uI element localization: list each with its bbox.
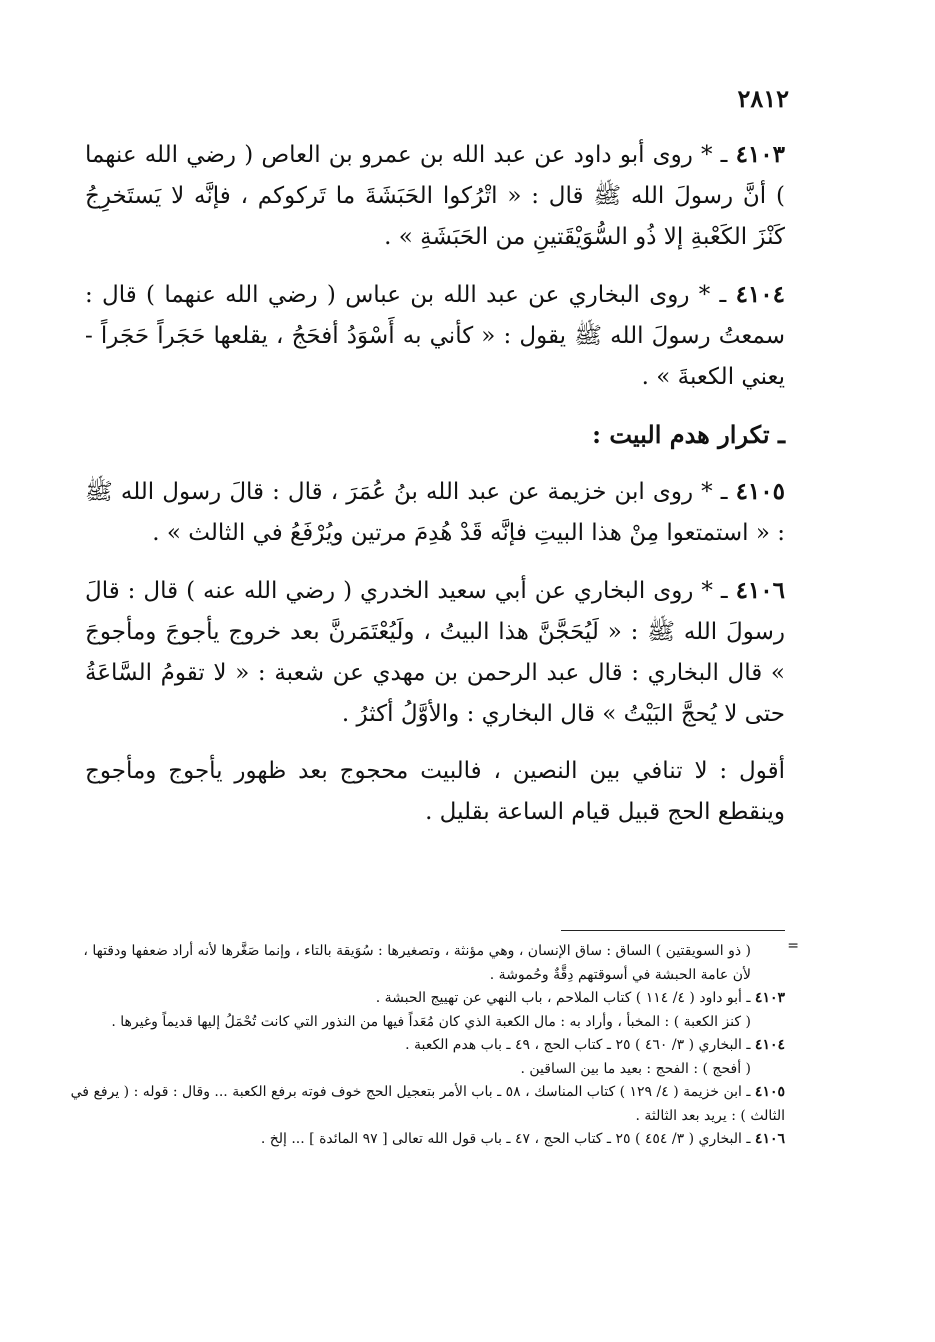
footnote-number: ٤١٠٦ — [754, 1131, 785, 1147]
footnote-text: ـ البخاري ( ٣/ ٤٦٠ ) ٢٥ ـ كتاب الحج ، ٤٩ ـ باب هدم الكعبة . — [405, 1037, 755, 1053]
footnote — [63, 1128, 785, 1152]
page-number: ٢٨١٢ — [737, 84, 789, 113]
footnote — [63, 940, 785, 987]
footnote-text: ـ البخاري ( ٣/ ٤٥٤ ) ٢٥ ـ كتاب الحج ، ٤٧ ـ باب قول الله تعالى [ ٩٧ المائدة ] ... إلخ . — [260, 1131, 755, 1147]
footnote-divider — [561, 930, 785, 931]
hadith-4106 — [85, 570, 785, 735]
footnote-number: ٤١٠٤ — [754, 1037, 785, 1053]
footnote — [63, 1081, 785, 1128]
footnote-number: ٤١٠٥ — [754, 1084, 785, 1100]
hadith-text: ـ * روى أبو داود عن عبد الله بن عمرو بن العاص ( رضي الله عنهما ) أنَّ رسولَ الله ﷺ قال : « اتْرُكوا الحَبَشَةَ ما تَركوكم ، فإنَّه لا يَستَخرِجُ كَنْزَ الكَعْبةِ إلا ذُو السُّوَيْقَتينِ من الحَبَشَةِ » . — [85, 142, 785, 250]
main-text — [85, 134, 785, 849]
footnote — [63, 1034, 785, 1058]
continuation-mark: = — [787, 938, 799, 954]
footnote-text: ( كنز الكعبة ) : المخبأ ، وأراد به : مال الكعبة الذي كان مُعَداً فيها من النذور التي كانت تُحْمَلُ إليها قديماً وغيرها . — [111, 1013, 751, 1030]
hadith-4105 — [85, 471, 785, 554]
hadith-4104 — [85, 274, 785, 398]
hadith-text: ـ * روى البخاري عن أبي سعيد الخدري ( رضي الله عنه ) قال : قالَ رسولَ الله ﷺ : « لَيُحَجَّنَّ هذا البيتُ ، ولَيُعْتَمَرنَّ بعد خروج يأجوجَ ومأجوجَ » قال البخاري : قال عبد الرحمن بن مهدي عن شعبة : « لا تقومُ السَّاعَةُ حتى لا يُحجَّ البَيْتُ » قال البخاري : والأوَّلُ أكثرُ . — [85, 578, 785, 727]
footnote — [63, 987, 785, 1011]
section-heading: ـ تكرار هدم البيت : — [592, 420, 785, 449]
hadith-number: ٤١٠٦ — [735, 577, 785, 604]
footnote-text: ( ذو السويقتين ) الساق : ساق الإنسان ، وهي مؤنثة ، وتصغيرها : سُوَيقة بالتاء ، وإنما صَغَّرها لأنه أراد ضعفها ودقتها ، لأن عامة الحبشة في أسوقتهم دِقَّةٌ وحُموشة . — [83, 943, 751, 983]
hadith-number: ٤١٠٤ — [735, 281, 785, 308]
footnote-text: ـ ابن خزيمة ( ٤/ ١٢٩ ) كتاب المناسك ، ٥٨ ـ باب الأمر بتعجيل الحج خوف فوته برفع الكعبة ... وقال : قوله : ( يرفع في الثالث ) : يريد بعد الثالثة . — [70, 1084, 785, 1124]
footnote-text: ( أفحج ) : الفحج : بعيد ما بين الساقين . — [520, 1060, 751, 1077]
hadith-text: ـ * روى ابن خزيمة عن عبد الله بنُ عُمَرَ ، قال : قالَ رسول الله ﷺ : « استمتعوا مِنْ هذا البيتِ فإنَّه قَدْ هُدِمَ مرتين ويُرْفَعُ في الثالث » . — [85, 479, 785, 546]
hadith-number: ٤١٠٥ — [735, 478, 785, 505]
hadith-number: ٤١٠٣ — [735, 141, 785, 168]
footnote-number: ٤١٠٣ — [754, 990, 785, 1006]
hadith-4103 — [85, 134, 785, 258]
hadith-text: ـ * روى البخاري عن عبد الله بن عباس ( رضي الله عنهما ) قال : سمعتُ رسولَ الله ﷺ يقول : « كأني به أَسْوَدُ أفحَجُ ، يقلعها حَجَراً حَجَراً - يعني الكعبةَ » . — [85, 282, 785, 390]
footnote-text: ـ أبو داود ( ٤/ ١١٤ ) كتاب الملاحم ، باب النهي عن تهييج الحبشة . — [375, 990, 755, 1006]
footnote — [63, 1058, 785, 1082]
footnotes — [63, 940, 785, 1152]
footnote — [63, 1011, 785, 1035]
author-comment: أقول : لا تنافي بين النصين ، فالبيت محجوج بعد ظهور يأجوج ومأجوج وينقطع الحج قبيل قيام الساعة بقليل . — [85, 758, 785, 825]
